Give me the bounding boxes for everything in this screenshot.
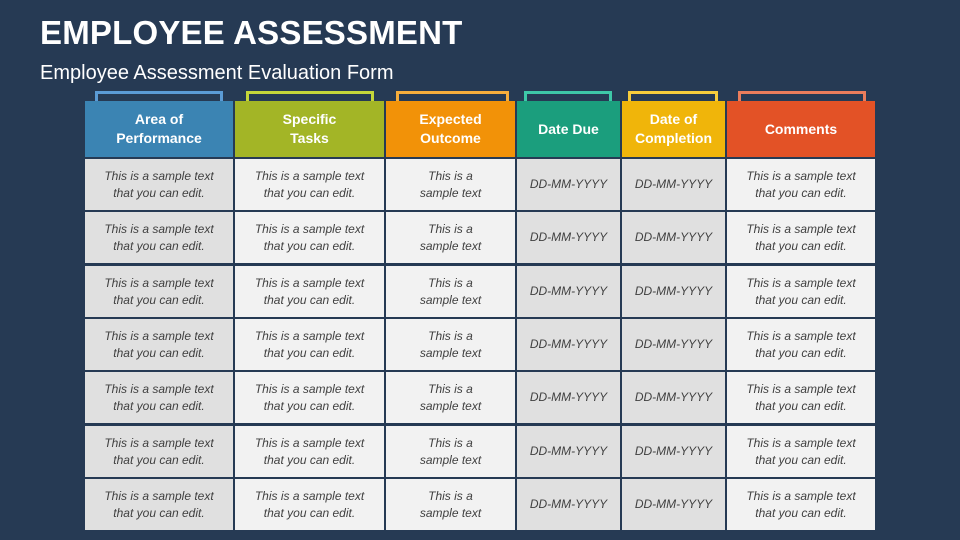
table-cell[interactable]: DD-MM-YYYY bbox=[517, 159, 620, 210]
table-cell[interactable]: This is a sample text that you can edit. bbox=[727, 159, 875, 210]
table-cell[interactable]: This is a sample text that you can edit. bbox=[235, 372, 384, 423]
table-cell[interactable]: This is a sample text that you can edit. bbox=[727, 479, 875, 530]
table-cell[interactable]: This is a sample text that you can edit. bbox=[235, 212, 384, 263]
table-cell[interactable]: This is a sample text that you can edit. bbox=[727, 212, 875, 263]
table-cell[interactable]: This is a sample text that you can edit. bbox=[85, 159, 233, 210]
table-cell[interactable]: This is a sample text that you can edit. bbox=[85, 212, 233, 263]
page-title: EMPLOYEE ASSESSMENT bbox=[40, 14, 463, 51]
column-header: Area of Performance bbox=[85, 101, 233, 157]
column-header: Expected Outcome bbox=[386, 101, 515, 157]
table-cell[interactable]: This is a sample text that you can edit. bbox=[727, 372, 875, 423]
table-cell[interactable]: This is a sample text that you can edit. bbox=[85, 372, 233, 423]
table-cell[interactable]: DD-MM-YYYY bbox=[622, 266, 725, 317]
table-cell[interactable]: DD-MM-YYYY bbox=[517, 372, 620, 423]
table-cell[interactable]: This is a sample text that you can edit. bbox=[85, 426, 233, 477]
table-cell[interactable]: This is a sample text bbox=[386, 372, 515, 423]
table-cell[interactable]: DD-MM-YYYY bbox=[622, 479, 725, 530]
table-cell[interactable]: DD-MM-YYYY bbox=[622, 319, 725, 370]
table-cell[interactable]: This is a sample text that you can edit. bbox=[235, 159, 384, 210]
table-cell[interactable]: This is a sample text that you can edit. bbox=[727, 266, 875, 317]
table-cell[interactable]: DD-MM-YYYY bbox=[517, 212, 620, 263]
table-cell[interactable]: This is a sample text bbox=[386, 479, 515, 530]
table-cell[interactable]: This is a sample text that you can edit. bbox=[727, 319, 875, 370]
table-cell[interactable]: This is a sample text that you can edit. bbox=[85, 266, 233, 317]
column-header: Date Due bbox=[517, 101, 620, 157]
table-cell[interactable]: DD-MM-YYYY bbox=[622, 426, 725, 477]
table-cell[interactable]: This is a sample text that you can edit. bbox=[235, 319, 384, 370]
table-cell[interactable]: DD-MM-YYYY bbox=[517, 426, 620, 477]
table-cell[interactable]: DD-MM-YYYY bbox=[517, 479, 620, 530]
table-cell[interactable]: This is a sample text bbox=[386, 212, 515, 263]
table-cell[interactable]: DD-MM-YYYY bbox=[517, 319, 620, 370]
column-header: Specific Tasks bbox=[235, 101, 384, 157]
table-cell[interactable]: DD-MM-YYYY bbox=[622, 159, 725, 210]
table-cell[interactable]: This is a sample text that you can edit. bbox=[235, 426, 384, 477]
table-cell[interactable]: This is a sample text that you can edit. bbox=[235, 266, 384, 317]
table-cell[interactable]: DD-MM-YYYY bbox=[517, 266, 620, 317]
table-cell[interactable]: This is a sample text that you can edit. bbox=[85, 319, 233, 370]
table-cell[interactable]: This is a sample text bbox=[386, 159, 515, 210]
table-cell[interactable]: This is a sample text bbox=[386, 319, 515, 370]
column-header: Comments bbox=[727, 101, 875, 157]
table-cell[interactable]: This is a sample text that you can edit. bbox=[85, 479, 233, 530]
table-cell[interactable]: This is a sample text bbox=[386, 266, 515, 317]
table-cell[interactable]: DD-MM-YYYY bbox=[622, 212, 725, 263]
column-header: Date of Completion bbox=[622, 101, 725, 157]
page-subtitle: Employee Assessment Evaluation Form bbox=[40, 62, 394, 84]
table-cell[interactable]: This is a sample text bbox=[386, 426, 515, 477]
table-cell[interactable]: This is a sample text that you can edit. bbox=[235, 479, 384, 530]
table-cell[interactable]: DD-MM-YYYY bbox=[622, 372, 725, 423]
table-cell[interactable]: This is a sample text that you can edit. bbox=[727, 426, 875, 477]
